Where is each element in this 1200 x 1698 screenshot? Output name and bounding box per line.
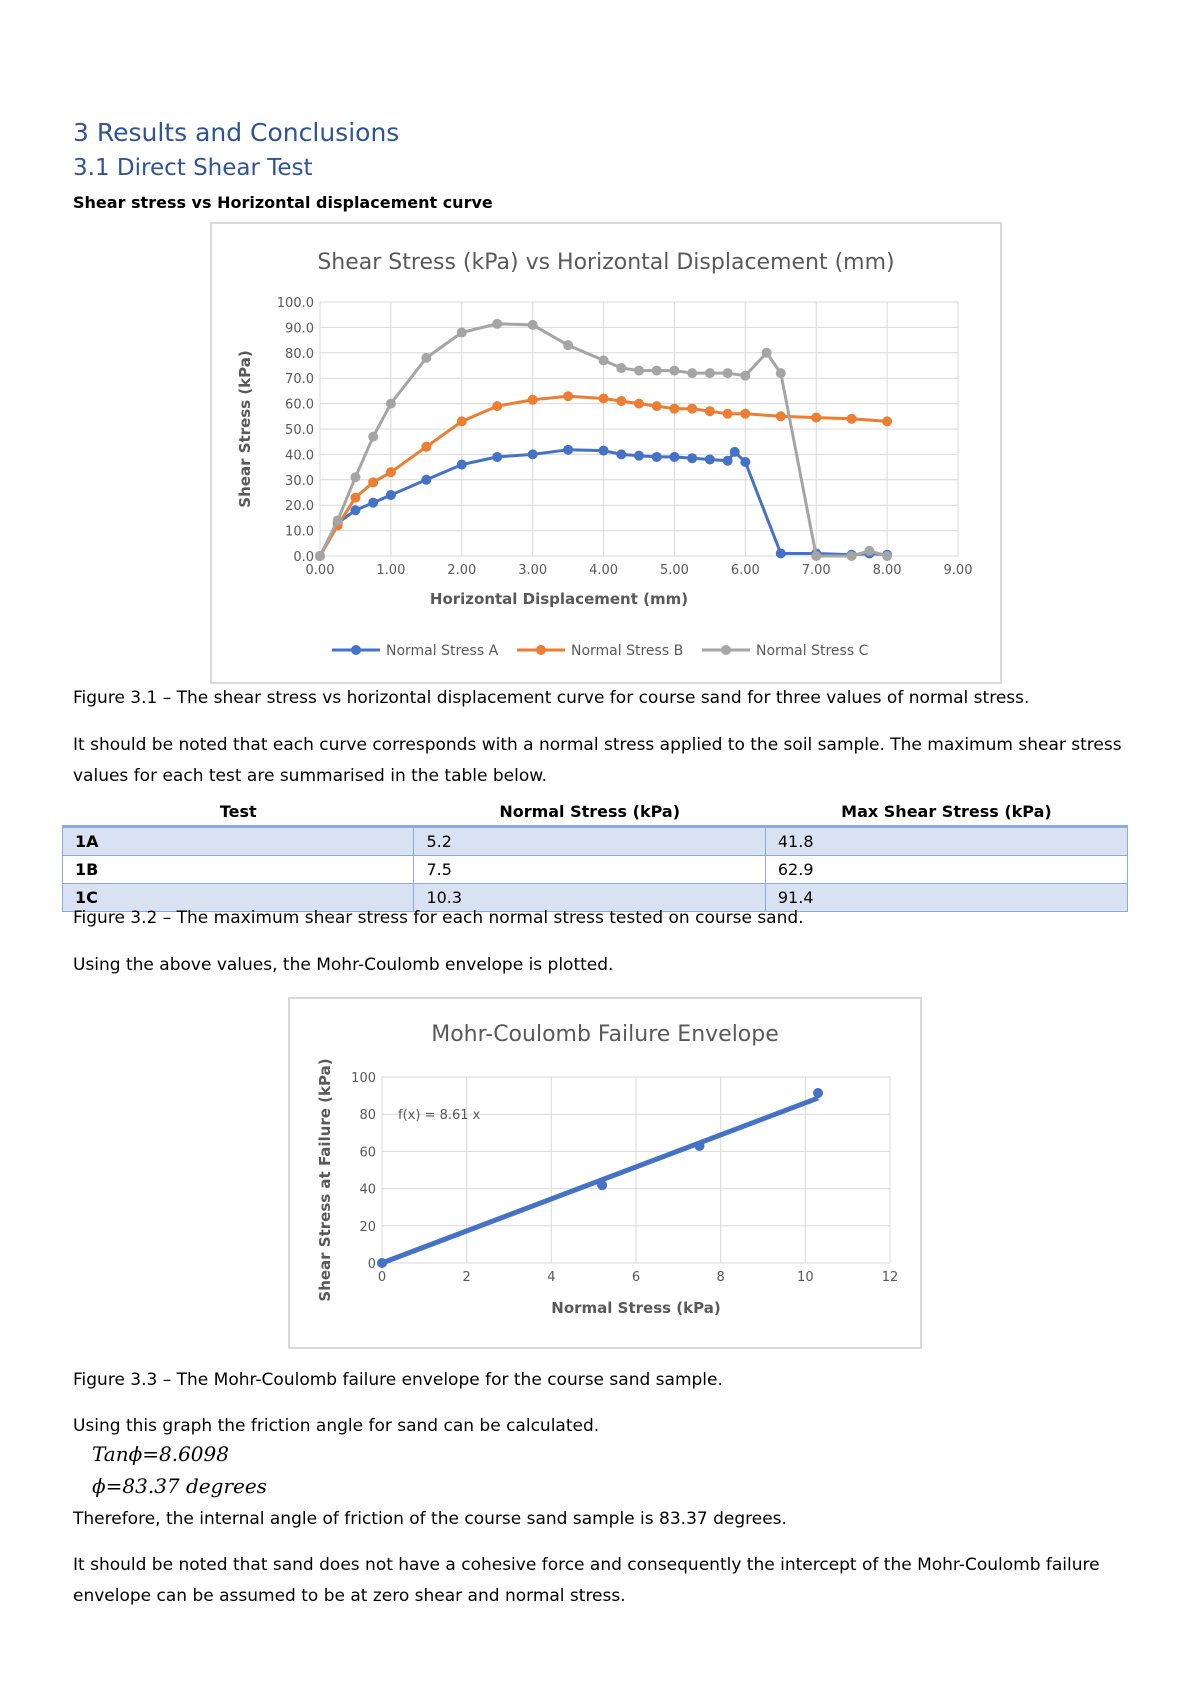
- data-point: [705, 368, 715, 378]
- data-point: [333, 515, 343, 525]
- table-cell: 1A: [63, 827, 414, 856]
- data-point: [350, 472, 360, 482]
- x-tick-label: 0: [377, 1270, 387, 1285]
- data-point: [652, 366, 662, 376]
- data-point: [421, 475, 431, 485]
- data-point: [882, 416, 892, 426]
- figure-3-2-caption: Figure 3.2 – The maximum shear stress for each normal stress tested on course sand.: [73, 908, 804, 928]
- data-point: [492, 319, 502, 329]
- x-tick-label: 3.00: [518, 563, 548, 578]
- y-tick-label: 20.0: [285, 499, 314, 515]
- legend-swatch-marker: [536, 645, 546, 655]
- data-point: [847, 414, 857, 424]
- data-point: [723, 409, 733, 419]
- data-point: [563, 445, 573, 455]
- equation-phi: ϕ=83.37 degrees: [92, 1474, 267, 1498]
- data-point: [811, 551, 821, 561]
- x-tick-label: 4: [547, 1270, 556, 1285]
- data-point: [457, 416, 467, 426]
- data-point: [421, 353, 431, 363]
- x-tick-label: 12: [881, 1270, 899, 1285]
- y-axis-label: Shear Stress at Failure (kPa): [316, 1058, 334, 1302]
- data-point: [776, 368, 786, 378]
- x-tick-label: 1.00: [376, 563, 406, 578]
- y-tick-label: 40: [359, 1182, 376, 1198]
- table-row: [63, 856, 1128, 884]
- data-point: [368, 498, 378, 508]
- data-point: [811, 413, 821, 423]
- x-axis-label: Horizontal Displacement (mm): [429, 590, 689, 608]
- y-tick-label: 60.0: [285, 397, 314, 413]
- legend-swatch-marker: [351, 645, 361, 655]
- mohr-coulomb-chart: [288, 997, 922, 1349]
- data-point: [616, 363, 626, 373]
- y-axis-label: Shear Stress (kPa): [236, 350, 254, 508]
- y-tick-label: 0: [367, 1257, 376, 1272]
- data-point: [563, 340, 573, 350]
- data-point: [687, 453, 697, 463]
- data-point: [687, 404, 697, 414]
- x-tick-label: 2: [462, 1270, 471, 1285]
- data-point: [386, 467, 396, 477]
- data-point: [705, 454, 715, 464]
- data-point: [776, 548, 786, 558]
- data-point: [421, 442, 431, 452]
- y-tick-label: 0.0: [293, 550, 314, 565]
- x-tick-label: 6: [631, 1270, 641, 1285]
- y-tick-label: 10.0: [285, 524, 314, 540]
- data-point: [599, 355, 609, 365]
- y-tick-label: 20: [359, 1219, 376, 1235]
- data-point: [882, 551, 892, 561]
- data-point: [652, 401, 662, 411]
- x-axis-label: Normal Stress (kPa): [551, 1299, 721, 1317]
- y-tick-label: 50.0: [285, 423, 314, 438]
- data-point: [492, 452, 502, 462]
- y-tick-label: 40.0: [285, 448, 314, 464]
- data-point: [528, 395, 538, 405]
- data-point: [599, 394, 609, 404]
- data-point: [386, 490, 396, 500]
- y-tick-label: 100.0: [276, 296, 314, 311]
- data-point: [740, 457, 750, 467]
- table-cell: 10.3: [414, 884, 765, 912]
- shear-displacement-chart: [210, 222, 1002, 684]
- data-point: [368, 477, 378, 487]
- x-tick-label: 9.00: [943, 563, 973, 578]
- data-point: [634, 399, 644, 409]
- curve-label: Shear stress vs Horizontal displacement curve: [73, 193, 493, 212]
- data-point: [652, 452, 662, 462]
- data-point: [350, 493, 360, 503]
- data-point: [847, 551, 857, 561]
- data-point: [528, 320, 538, 330]
- trendline-label: f(x) = 8.61 x: [398, 1108, 481, 1124]
- data-point: [350, 505, 360, 515]
- shear-displacement-chart-svg: [212, 224, 1000, 682]
- subsection-heading: 3.1 Direct Shear Test: [73, 155, 313, 181]
- y-tick-label: 80: [359, 1108, 376, 1124]
- table-cell: 7.5: [414, 856, 765, 884]
- x-tick-label: 10: [797, 1270, 814, 1285]
- table-header: Normal Stress (kPa): [414, 797, 765, 827]
- legend-swatch-marker: [721, 645, 731, 655]
- data-point: [776, 411, 786, 421]
- data-point: [634, 451, 644, 461]
- section-heading: 3 Results and Conclusions: [73, 118, 400, 147]
- data-point: [528, 449, 538, 459]
- data-point: [864, 546, 874, 556]
- chart-title: Mohr-Coulomb Failure Envelope: [431, 1022, 779, 1047]
- data-point: [762, 348, 772, 358]
- table-header: Test: [63, 797, 414, 827]
- data-point: [730, 447, 740, 457]
- data-point: [669, 452, 679, 462]
- x-tick-label: 6.00: [730, 563, 760, 578]
- data-point: [723, 456, 733, 466]
- data-point: [386, 399, 396, 409]
- y-tick-label: 60: [359, 1145, 376, 1161]
- table-cell: 91.4: [765, 884, 1127, 912]
- table-cell: 1C: [63, 884, 414, 912]
- data-point: [457, 460, 467, 470]
- mohr-coulomb-chart-svg: [290, 999, 920, 1347]
- data-point: [740, 371, 750, 381]
- table-cell: 62.9: [765, 856, 1127, 884]
- data-point: [457, 327, 467, 337]
- table-cell: 1B: [63, 856, 414, 884]
- data-point: [368, 432, 378, 442]
- data-point: [597, 1180, 607, 1190]
- table-header-row: [63, 797, 1128, 827]
- x-tick-label: 8: [716, 1270, 725, 1285]
- data-point: [669, 404, 679, 414]
- data-point: [616, 449, 626, 459]
- data-point: [687, 368, 697, 378]
- paragraph-5: It should be noted that sand does not have a cohesive force and consequently the intercept of the Mohr-Coulomb failure envelope can be assumed to be at zero shear and normal stress.: [73, 1555, 1100, 1606]
- y-tick-label: 30.0: [285, 473, 314, 489]
- figure-3-1-caption: Figure 3.1 – The shear stress vs horizontal displacement curve for course sand for three values of normal stress.: [73, 688, 1030, 708]
- y-tick-label: 80.0: [285, 346, 314, 362]
- paragraph-4: Therefore, the internal angle of friction of the course sand sample is 83.37 degrees.: [73, 1509, 787, 1529]
- paragraph-2: Using the above values, the Mohr-Coulomb envelope is plotted.: [73, 955, 614, 975]
- legend-entry: Normal Stress A: [386, 643, 499, 659]
- table-cell: 5.2: [414, 827, 765, 856]
- data-point: [813, 1088, 823, 1098]
- data-point: [599, 446, 609, 456]
- equation-tan: Tanϕ=8.6098: [92, 1442, 229, 1466]
- max-shear-table: [62, 797, 1128, 912]
- legend-entry: Normal Stress C: [756, 643, 869, 659]
- data-point: [616, 396, 626, 406]
- figure-3-3-caption: Figure 3.3 – The Mohr-Coulomb failure envelope for the course sand sample.: [73, 1370, 723, 1390]
- data-point: [492, 401, 502, 411]
- x-tick-label: 2.00: [447, 563, 477, 578]
- paragraph-3: Using this graph the friction angle for sand can be calculated.: [73, 1416, 600, 1436]
- table-header: Max Shear Stress (kPa): [765, 797, 1127, 827]
- data-point: [705, 406, 715, 416]
- x-tick-label: 5.00: [659, 563, 689, 578]
- data-point: [634, 366, 644, 376]
- data-point: [723, 368, 733, 378]
- y-tick-label: 90.0: [285, 321, 314, 337]
- data-point: [563, 391, 573, 401]
- data-point: [669, 366, 679, 376]
- table-row: [63, 827, 1128, 856]
- legend-entry: Normal Stress B: [571, 643, 684, 659]
- x-tick-label: 4.00: [589, 563, 619, 578]
- x-tick-label: 8.00: [872, 563, 902, 578]
- y-tick-label: 70.0: [285, 372, 314, 388]
- y-tick-label: 100: [351, 1071, 376, 1086]
- data-point: [315, 551, 325, 561]
- data-point: [695, 1141, 705, 1151]
- chart-title: Shear Stress (kPa) vs Horizontal Displacement (mm): [317, 250, 895, 275]
- data-point: [740, 409, 750, 419]
- x-tick-label: 7.00: [801, 563, 831, 578]
- table-cell: 41.8: [765, 827, 1127, 856]
- data-point: [377, 1258, 387, 1268]
- paragraph-1: It should be noted that each curve corresponds with a normal stress applied to the soil sample. The maximum shear stress values for each test are summarised in the table below.: [73, 735, 1122, 786]
- x-tick-label: 0.00: [305, 563, 335, 578]
